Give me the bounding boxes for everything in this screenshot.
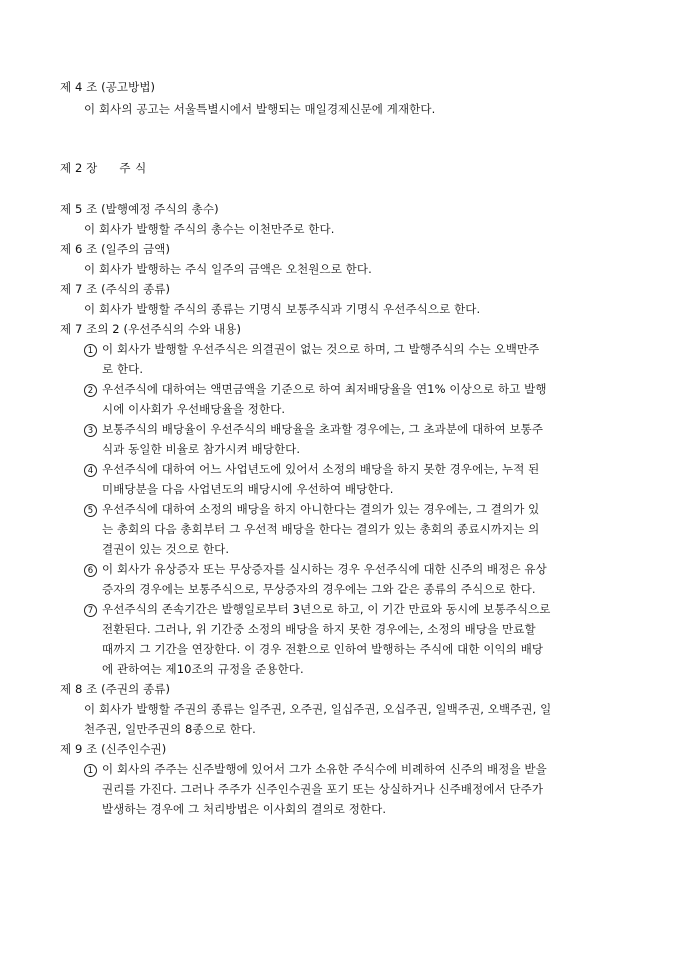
circled-number: 2: [84, 384, 97, 397]
item-text-continued: 결권이 있는 것으로 한다.: [102, 542, 230, 556]
list-item: [84, 501, 539, 517]
item-text: 이 회사가 유상증자 또는 무상증자를 실시하는 경우 우선주식에 대한 신주의 배정은 유상: [102, 562, 547, 576]
article-5-heading: 제 5 조 (발행예정 주식의 총수): [60, 202, 219, 216]
list-item: [84, 341, 539, 357]
chapter-2-heading: [60, 160, 147, 176]
item-text: 우선주식에 대하여 소정의 배당을 하지 아니한다는 결의가 있는 경우에는, 그 결의가 있: [102, 502, 540, 516]
article-6-body: 이 회사가 발행하는 주식 일주의 금액은 오천원으로 한다.: [84, 262, 372, 276]
article-8-heading: 제 8 조 (주권의 종류): [60, 682, 171, 696]
circled-number: 4: [84, 464, 97, 477]
item-text-continued: 권리를 가진다. 그러나 주주가 신주인수권을 포기 또는 상실하거나 신주배정에서 단주가: [102, 782, 544, 796]
item-text-continued: 발생하는 경우에 그 처리방법은 이사회의 결의로 정한다.: [102, 802, 387, 816]
item-text-continued: 전환된다. 그러나, 위 기간중 소정의 배당을 하지 못한 경우에는, 소정의 배당을 만료할: [102, 622, 536, 636]
list-item: [84, 421, 543, 437]
article-9-heading: 제 9 조 (신주인수권): [60, 742, 167, 756]
list-item: [84, 381, 547, 397]
article-4-body: 이 회사의 공고는 서울특별시에서 발행되는 매일경제신문에 게재한다.: [84, 102, 436, 116]
item-text-continued: 식과 동일한 비율로 참가시켜 배당한다.: [102, 442, 301, 456]
item-text-continued: 로 한다.: [102, 362, 144, 376]
article-7-body: 이 회사가 발행할 주식의 종류는 기명식 보통주식과 기명식 우선주식으로 한다.: [84, 302, 481, 316]
item-text-continued: 시에 이사회가 우선배당율을 정한다.: [102, 402, 286, 416]
article-6-heading: 제 6 조 (일주의 금액): [60, 242, 171, 256]
item-text: 우선주식에 대하여는 액면금액을 기준으로 하여 최저배당율을 연1% 이상으로 하고 발행: [102, 382, 547, 396]
item-text-continued: 는 총회의 다음 총회부터 그 우선적 배당을 한다는 결의가 있는 총회의 종료시까지는 의: [102, 522, 540, 536]
item-text: 이 회사의 주주는 신주발행에 있어서 그가 소유한 주식수에 비례하여 신주의 배정을 받을: [102, 762, 547, 776]
chapter-number: 제 2 장: [60, 161, 98, 175]
item-text-continued: 미배당분을 다음 사업년도의 배당시에 우선하여 배당한다.: [102, 482, 394, 496]
list-item: [84, 561, 547, 577]
circled-number: 1: [84, 764, 97, 777]
chapter-title: 주 식: [119, 161, 147, 175]
item-text: 보통주식의 배당율이 우선주식의 배당율을 초과할 경우에는, 그 초과분에 대하여 보통주: [102, 422, 544, 436]
article-8-body-continued: 천주권, 일만주권의 8종으로 한다.: [84, 722, 256, 736]
list-item: [84, 461, 539, 477]
circled-number: 5: [84, 504, 97, 517]
article-4-heading: 제 4 조 (공고방법): [60, 80, 156, 94]
list-item: [84, 601, 551, 617]
article-7-heading: 제 7 조 (주식의 종류): [60, 282, 171, 296]
article-5-body: 이 회사가 발행할 주식의 총수는 이천만주로 한다.: [84, 222, 335, 236]
circled-number: 3: [84, 424, 97, 437]
item-text-continued: 증자의 경우에는 보통주식으로, 무상증자의 경우에는 그와 같은 종류의 주식으로 한다.: [102, 582, 536, 596]
item-text-continued: 에 관하여는 제10조의 규정을 준용한다.: [102, 662, 304, 676]
circled-number: 7: [84, 604, 97, 617]
circled-number: 1: [84, 344, 97, 357]
article-7-2-heading: 제 7 조의 2 (우선주식의 수와 내용): [60, 322, 242, 336]
item-text: 우선주식의 존속기간은 발행일로부터 3년으로 하고, 이 기간 만료와 동시에 보통주식으로: [102, 602, 551, 616]
article-8-body: 이 회사가 발행할 주권의 종류는 일주권, 오주권, 일십주권, 오십주권, 일백주권, 오백주권, 일: [84, 702, 552, 716]
item-text-continued: 때까지 그 기간을 연장한다. 이 경우 전환으로 인하여 발행하는 주식에 대한 이익의 배당: [102, 642, 544, 656]
item-text: 이 회사가 발행할 우선주식은 의결권이 없는 것으로 하며, 그 발행주식의 수는 오백만주: [102, 342, 540, 356]
circled-number: 6: [84, 564, 97, 577]
item-text: 우선주식에 대하여 어느 사업년도에 있어서 소정의 배당을 하지 못한 경우에는, 누적 된: [102, 462, 540, 476]
list-item: [84, 761, 547, 777]
